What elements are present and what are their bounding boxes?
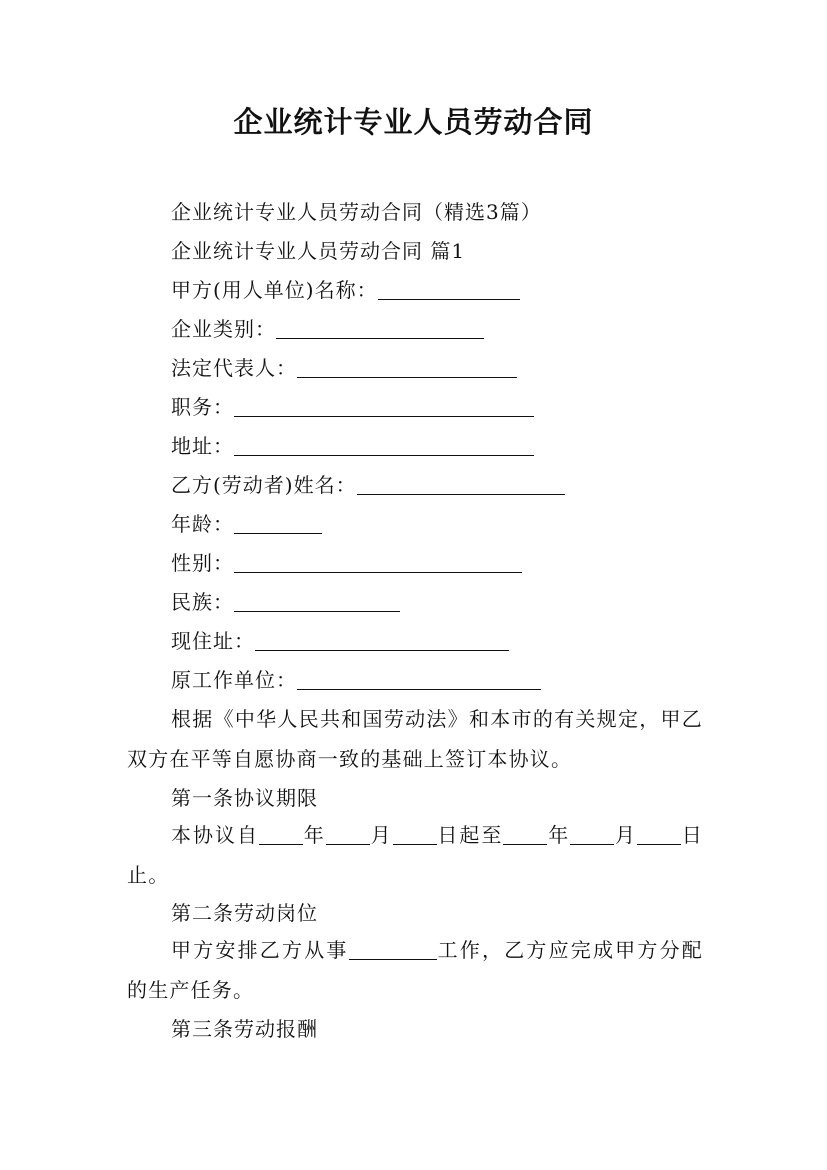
text-fragment: 甲方安排乙方从事 [171, 938, 349, 962]
field-label: 原工作单位： [171, 668, 297, 692]
intro-paragraph: 根据《中华人民共和国劳动法》和本市的有关规定，甲乙双方在平等自愿协商一致的基础上签订本协议。 [127, 707, 703, 771]
blank-line [378, 279, 520, 300]
field-label: 地址： [171, 434, 234, 458]
field-ethnicity [171, 589, 400, 615]
text-fragment: 月 [614, 823, 637, 847]
blank-line [255, 630, 509, 651]
field-label: 现住址： [171, 629, 255, 653]
article-3-title: 第三条劳动报酬 [171, 1017, 318, 1041]
article-2-title: 第二条劳动岗位 [171, 901, 318, 925]
field-position [171, 394, 534, 420]
text-fragment: 日 [680, 823, 703, 847]
field-label: 性别： [171, 551, 234, 575]
blank-line [234, 396, 534, 417]
blank-line [503, 824, 547, 845]
text-fragment: 日起至 [436, 823, 504, 847]
document-subtitle: 企业统计专业人员劳动合同（精选3篇） [171, 200, 542, 224]
field-age [171, 511, 322, 537]
text-fragment: 工作，乙方应完成甲方分配的生产任务。 [127, 938, 703, 1002]
blank-line [297, 669, 541, 690]
field-company-type [171, 316, 484, 342]
blank-line [234, 591, 400, 612]
field-label: 甲方(用人单位)名称： [171, 278, 378, 302]
blank-line [349, 939, 437, 960]
text-fragment: 本协议自 [171, 823, 259, 847]
field-label: 民族： [171, 590, 234, 614]
field-former-employer [171, 667, 541, 693]
text-fragment: 年 [303, 823, 326, 847]
blank-line [570, 824, 614, 845]
blank-line [637, 824, 681, 845]
blank-line [234, 513, 322, 534]
field-current-address [171, 628, 509, 654]
blank-line [234, 435, 534, 456]
field-label: 职务： [171, 395, 234, 419]
section-heading: 企业统计专业人员劳动合同 篇1 [171, 239, 466, 263]
text-fragment: 月 [369, 823, 393, 847]
field-label: 法定代表人： [171, 356, 297, 380]
blank-line [357, 474, 565, 495]
field-party-b-name [171, 472, 565, 498]
blank-line [276, 318, 484, 339]
field-gender [171, 550, 522, 576]
field-label: 乙方(劳动者)姓名： [171, 473, 357, 497]
text-fragment: 年 [547, 823, 571, 847]
blank-line [259, 824, 303, 845]
article-2-text [127, 930, 703, 1010]
field-address [171, 433, 534, 459]
document-title: 企业统计专业人员劳动合同 [233, 105, 594, 139]
article-1-text [127, 815, 703, 895]
blank-line [297, 357, 517, 378]
field-label: 年龄： [171, 512, 234, 536]
field-label: 企业类别： [171, 317, 276, 341]
text-fragment: 止。 [127, 863, 170, 887]
article-1-title: 第一条协议期限 [171, 786, 318, 810]
field-legal-rep [171, 355, 517, 381]
blank-line [393, 824, 437, 845]
blank-line [326, 824, 370, 845]
field-party-a-name [171, 277, 520, 303]
blank-line [234, 552, 522, 573]
